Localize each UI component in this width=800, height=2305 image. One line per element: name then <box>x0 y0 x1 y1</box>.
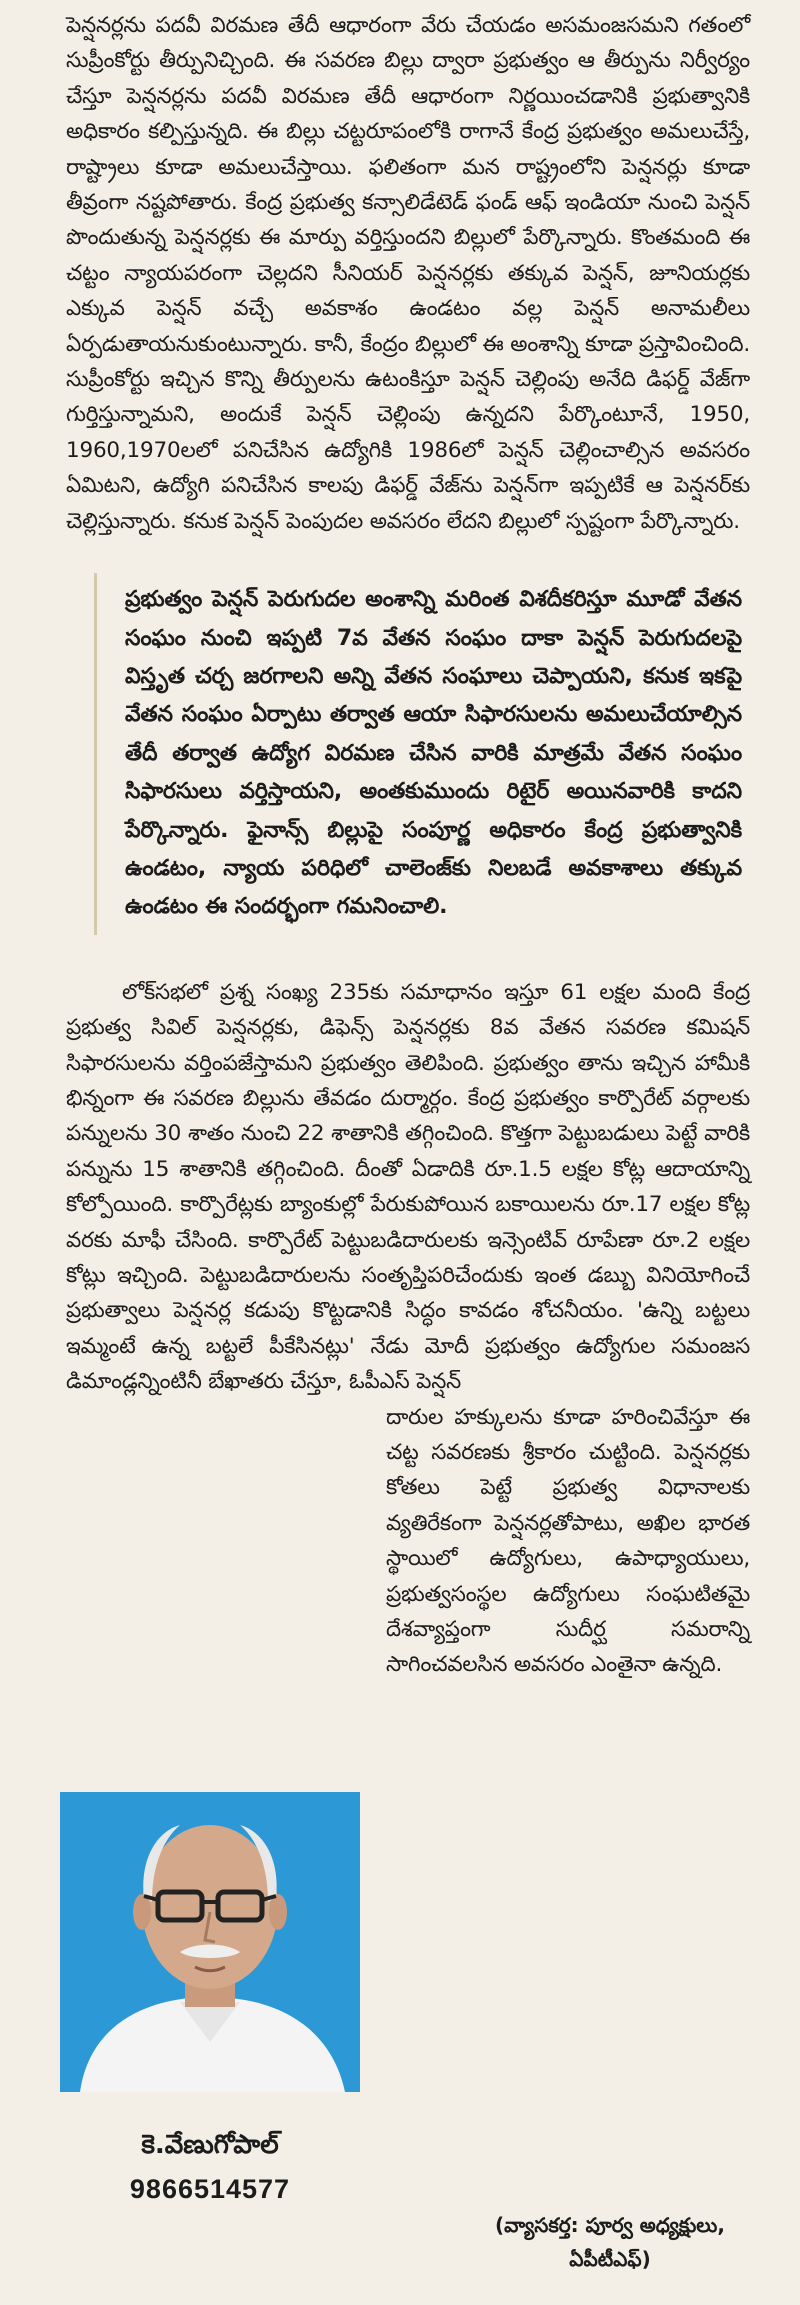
article-paragraph-1: పెన్షనర్లను పదవీ విరమణ తేదీ ఆధారంగా వేరు చేయడం అసమంజసమని గతంలో సుప్రీంకోర్టు తీర్పునిచ్చింది. ఈ సవరణ బిల్లు ద్వారా ప్రభుత్వం ఆ తీర్పును నిర్వీర్యం చేస్తూ పెన్షనర్లను పదవీ విరమణ తేదీ ఆధారంగా నిర్ణయించడానికి ప్రభుత్వానికి అధికారం కల్పిస్తున్నది. ఈ బిల్లు చట్టరూపంలోకి రాగానే కేంద్ర ప్రభుత్వం అమలుచేస్తే, రాష్ట్రాలు కూడా అమలుచేస్తాయి. ఫలితంగా మన రాష్ట్రంలోని పెన్షనర్లు కూడా తీవ్రంగా నష్టపోతారు. కేంద్ర ప్రభుత్వ కన్సాలిడేటెడ్ ఫండ్ ఆఫ్ ఇండియా నుంచి పెన్షన్ పొందుతున్న పెన్షనర్లకు ఈ మార్పు వర్తిస్తుందని బిల్లులో పేర్కొన్నారు. కొంతమంది ఈ చట్టం న్యాయపరంగా చెల్లదని సీనియర్ పెన్షనర్లకు తక్కువ పెన్షన్, జూనియర్లకు ఎక్కువ పెన్షన్ వచ్చే అవకాశం ఉండటం వల్ల పెన్షన్ అనామలీలు ఏర్పడుతాయనుకుంటున్నారు. కానీ, కేంద్రం బిల్లులో ఈ అంశాన్ని కూడా ప్రస్తావించింది. సుప్రీంకోర్టు ఇచ్చిన కొన్ని తీర్పులను ఉటంకిస్తూ పెన్షన్ చెల్లింపు అనేది డిఫర్డ్ వేజ్‌గా గుర్తిస్తున్నామని, అందుకే పెన్షన్ చెల్లింపు ఉన్నదని పేర్కొంటూనే, 1950, 1960,1970లలో పనిచేసిన ఉద్యోగికి 1986లో పెన్షన్ చెల్లించాల్సిన అవసరం ఏమిటని, ఉద్యోగి పనిచేసిన కాలపు డిఫర్డ్ వేజ్‌ను పెన్షన్‌గా ఇప్పటికే ఆ పెన్షనర్‌కు చెల్లిస్తున్నారు. కనుక పెన్షన్ పెంపుదల అవసరం లేదని బిల్లులో స్పష్టంగా పేర్కొన్నారు. <box>66 13 750 534</box>
author-portrait-image <box>60 1792 360 2092</box>
author-role: (వ్యాసకర్త: పూర్వ అధ్యక్షులు, ఏపీటీఎఫ్) <box>495 2213 725 2271</box>
pull-quote-text: ప్రభుత్వం పెన్షన్ పెరుగుదల అంశాన్ని మరింత విశదీకరిస్తూ మూడో వేతన సంఘం నుంచి ఇప్పటి 7వ వేతన సంఘం దాకా పెన్షన్ పెరుగుదలపై విస్తృత చర్చ జరగాలని అన్ని వేతన సంఘాలు చెప్పాయని, కనుక ఇకపై వేతన సంఘం ఏర్పాటు తర్వాత ఆయా సిఫారసులను అమలుచేయాల్సిన తేదీ తర్వాత ఉద్యోగ విరమణ చేసిన వారికి మాత్రమే వేతన సంఘం సిఫారసులు వర్తిస్తాయని, అంతకుముందు రిటైర్ అయినవారికి కాదని పేర్కొన్నారు. ఫైనాన్స్ బిల్లుపై సంపూర్ణ అధికారం కేంద్ర ప్రభుత్వానికి ఉండటం, న్యాయ పరిధిలో చాలెంజ్‌కు నిలబడే అవకాశాలు తక్కువ ఉండటం ఈ సందర్భంగా గమనించాలి. <box>125 587 742 920</box>
author-block <box>60 1792 360 2205</box>
author-name: కె.వేణుగోపాల్ <box>141 2130 279 2160</box>
author-phone: 9866514577 <box>129 2174 291 2204</box>
article-paragraph-2-continued: దారుల హక్కులను కూడా హరించివేస్తూ ఈ చట్ట సవరణకు శ్రీకారం చుట్టింది. పెన్షనర్లకు కోతలు పెట్టే ప్రభుత్వ విధానాలకు వ్యతిరేకంగా పెన్షనర్లతోపాటు, అఖిల భారత స్థాయిలో ఉద్యోగులు, ఉపాధ్యాయులు, ప్రభుత్వసంస్థల ఉద్యోగులు సంఘటితమై దేశవ్యాప్తంగా సుదీర్ఘ సమరాన్ని సాగించవలసిన అవసరం ఎంతైనా ఉన్నది. <box>386 1404 750 1678</box>
pull-quote <box>94 573 742 935</box>
author-photo <box>60 1792 360 2092</box>
article-paragraph-2: లోక్‌సభలో ప్రశ్న సంఖ్య 235కు సమాధానం ఇస్తూ 61 లక్షల మంది కేంద్ర ప్రభుత్వ సివిల్ పెన్షనర్లకు, డిఫెన్స్ పెన్షనర్లకు 8వ వేతన సవరణ కమిషన్ సిఫారసులను వర్తింపజేస్తామని ప్రభుత్వం తెలిపింది. ప్రభుత్వం తాను ఇచ్చిన హామీకి భిన్నంగా ఈ సవరణ బిల్లును తేవడం దుర్మార్గం. కేంద్ర ప్రభుత్వం కార్పొరేట్ వర్గాలకు పన్నులను 30 శాతం నుంచి 22 శాతానికి తగ్గించింది. కొత్తగా పెట్టుబడులు పెట్టే వారికి పన్నును 15 శాతానికి తగ్గించింది. దీంతో ఏడాదికి రూ.1.5 లక్షల కోట్ల ఆదాయాన్ని కోల్పోయింది. కార్పొరేట్లకు బ్యాంకుల్లో పేరుకుపోయిన బకాయిలను రూ.17 లక్షల కోట్ల వరకు మాఫీ చేసింది. కార్పొరేట్ పెట్టుబడిదారులకు ఇన్సెంటివ్ రూపేణా రూ.2 లక్షల కోట్లు ఇచ్చింది. పెట్టుబడిదారులను సంతృప్తిపరిచేందుకు ఇంత డబ్బు వినియోగించే ప్రభుత్వాలు పెన్షనర్ల కడుపు కొట్టడానికి సిద్ధం కావడం శోచనీయం. 'ఉన్ని బట్టలు ఇమ్మంటే ఉన్న బట్టలే పీకేసినట్లు' నేడు మోదీ ప్రభుత్వం ఉద్యోగుల సమంజస డిమాండ్లన్నింటినీ బేఖాతరు చేస్తూ, ఓపీఎస్ పెన్షన్ <box>66 979 750 1395</box>
